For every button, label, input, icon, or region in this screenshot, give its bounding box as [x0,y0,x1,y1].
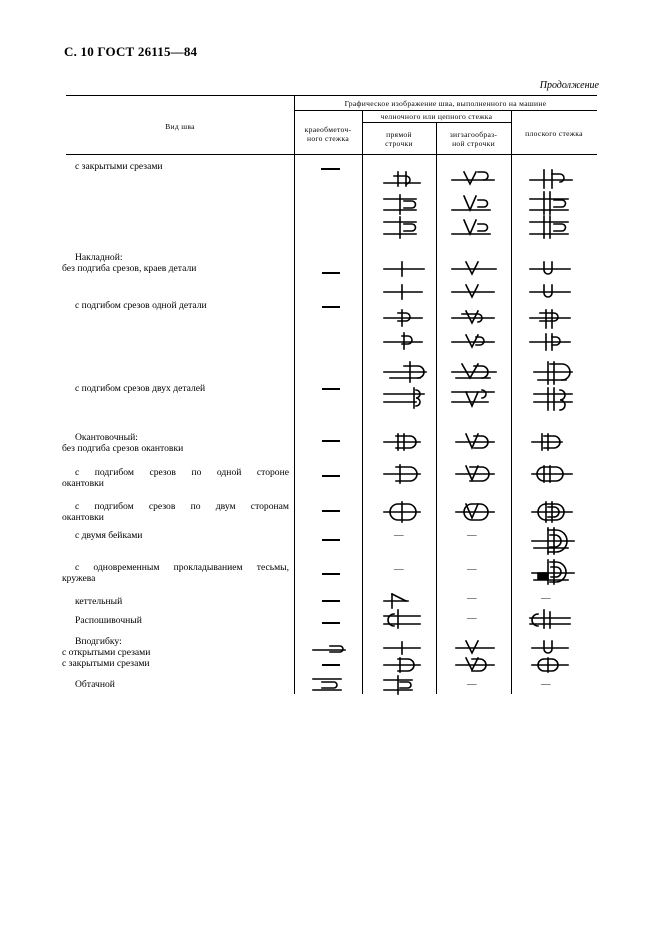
flat-turned-closed-icon [532,658,568,672]
label-kettle: кеттельный [75,596,123,607]
dash-straight-two-bias: — [394,530,404,541]
label-binding-tape-a: с одновременным прокладыванием тесьмы, [75,562,289,573]
straight-turned-open-icon [384,642,420,654]
zigzag-binding-icon [456,434,494,448]
zigzag-closed-edges-3-icon [452,220,490,234]
zigzag-closed-edges-icon [452,172,494,184]
zigzag-closed-edges-2-icon [452,196,490,210]
flat-closed-edges-3-icon [530,216,568,238]
flat-closed-edges-icon [530,170,572,188]
straight-fold-two-2-icon [384,388,424,408]
continuation-label: Продолжение [539,80,599,91]
flat-overlap-2-icon [530,285,570,297]
straight-fold-one-icon [384,310,422,326]
straight-closed-edges-2-icon [384,195,416,214]
page-header: С. 10 ГОСТ 26115—84 [64,44,198,59]
zigzag-fold-one-icon [452,311,494,323]
label-closed-edges: с закрытыми срезами [75,161,163,172]
straight-flat-open-icon [384,610,420,628]
dash-flat-kettle: — [541,593,551,604]
dash-flat-facing: — [541,679,551,690]
flat-binding-fold-both-icon [532,502,572,522]
label-binding-two-bias: с двумя бейками [75,530,143,541]
col-zigzag-line1: зигзагообраз- [449,130,498,139]
label-turned-closed: с закрытыми срезами [62,658,150,669]
label-turned-title: Вподгибку: [75,636,122,647]
label-binding-fold-one-a: с подгибом срезов по одной стороне [75,467,289,478]
col-straight-line2: строчки [385,139,413,148]
zigzag-fold-two-icon [452,364,496,378]
straight-facing-icon [384,676,412,694]
label-binding-fold-one-b: окантовки [62,478,104,489]
straight-binding-icon [384,434,420,450]
flat-tape-icon [532,560,574,584]
flat-binding-icon [532,434,562,450]
straight-overlap-icon [384,262,424,276]
dash-zigzag-tape: — [467,564,477,575]
flat-fold-one-icon [530,310,570,328]
col-graphic-header: Графическое изображение шва, выполненного на машине [344,99,547,108]
flat-fold-two-icon [534,362,572,384]
zigzag-turned-open-icon [456,641,494,653]
straight-closed-edges-3-icon [384,217,416,238]
col-lock-chain-header: челночного или цепного стежка [380,112,493,121]
col-kind-header: Вид шва [165,122,195,131]
zigzag-binding-fold-one-icon [456,466,494,481]
straight-kettle-icon [384,594,408,608]
flat-binding-fold-one-icon [532,466,572,482]
label-binding-title: Окантовочный: [75,432,138,443]
label-turned-open: с открытыми срезами [62,647,151,658]
zigzag-binding-fold-both-icon [456,504,494,520]
flat-two-bias-icon [532,528,574,554]
label-facing: Обтачной [75,679,115,690]
flat-fold-one-2-icon [530,334,570,350]
flat-flat-open-icon [530,610,570,628]
label-binding-tape-b: кружева [62,573,96,584]
zigzag-fold-two-2-icon [452,390,494,406]
zigzag-overlap-2-icon [452,285,494,297]
dash-zigzag-flat-open: — [467,613,477,624]
label-overlap-fold-two: с подгибом срезов двух деталей [75,383,206,394]
straight-turned-closed-icon [384,658,420,672]
col-zigzag-line2: ной строчки [452,139,495,148]
flat-fold-two-2-icon [534,388,572,410]
dash-straight-tape: — [394,564,404,575]
flat-closed-edges-2-icon [530,192,568,214]
straight-binding-fold-one-icon [384,465,420,483]
overedge-facing-icon [313,679,341,690]
col-flat-header: плоского стежка [525,129,583,138]
straight-fold-two-icon [384,362,426,382]
label-overlap-title: Накладной: [75,252,123,263]
flat-overlap-icon [530,262,570,274]
straight-binding-fold-both-icon [384,502,420,522]
flat-turned-open-icon [532,641,568,653]
zigzag-turned-closed-icon [456,658,494,671]
overedge-dashes [322,169,339,665]
label-flat-open: Распошивочный [75,615,142,626]
label-binding-fold-both-b: окантовки [62,512,104,523]
straight-fold-one-2-icon [384,333,422,349]
dash-zigzag-facing: — [467,679,477,690]
label-overlap-fold-one: с подгибом срезов одной детали [75,300,207,311]
overedge-turned-open-icon [313,646,345,652]
label-overlap-no-fold: без подгиба срезов, краев детали [62,263,197,274]
label-binding-no-fold: без подгиба срезов окантовки [62,443,184,454]
straight-overlap-2-icon [384,285,422,299]
dash-zigzag-two-bias: — [467,530,477,541]
col-straight-line1: прямой [386,130,412,139]
zigzag-fold-one-2-icon [452,335,494,347]
dash-zigzag-kettle: — [467,593,477,604]
col-overedge-line1: краеобметоч- [304,125,352,134]
zigzag-overlap-icon [452,262,496,274]
straight-closed-edges-icon [384,172,420,186]
col-overedge-line2: ного стежка [306,134,350,143]
label-binding-fold-both-a: с подгибом срезов по двум сторонам [75,501,289,512]
